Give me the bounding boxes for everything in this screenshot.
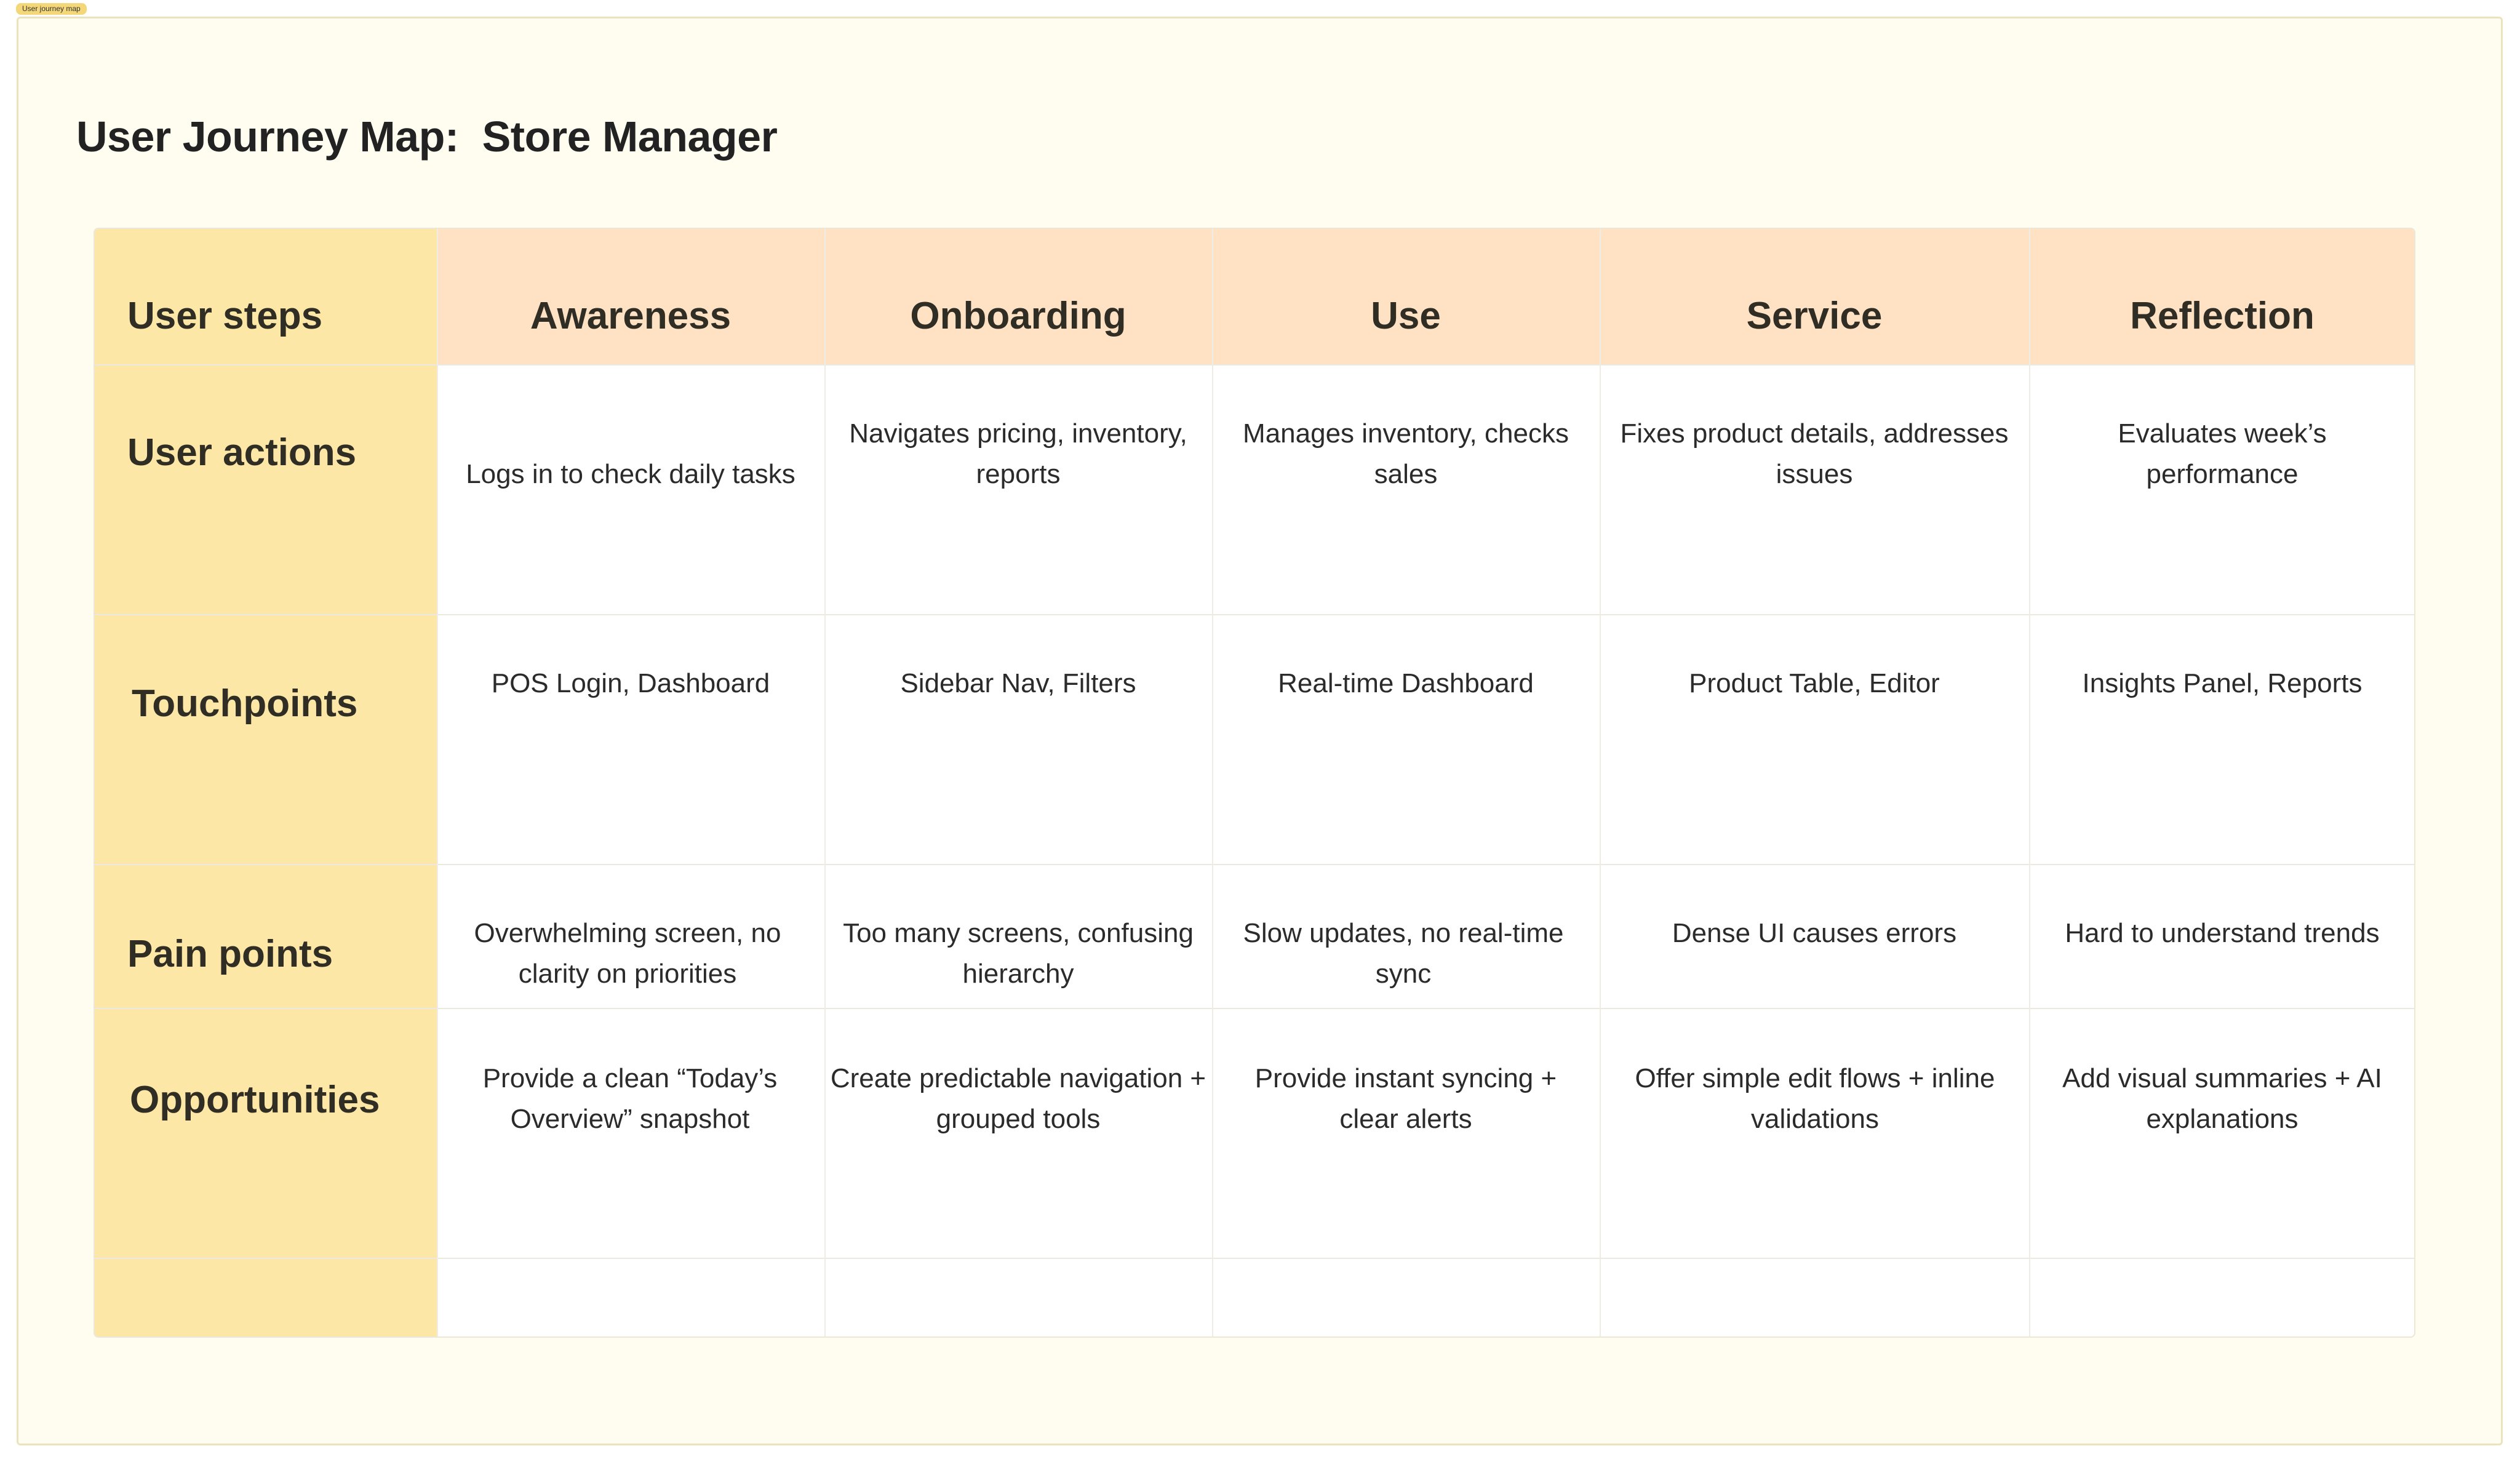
row-label-user-actions: User actions [127,431,357,474]
column-divider [824,229,826,1336]
cell-user-actions-onboarding: Navigates pricing, inventory, reports [849,418,1187,489]
cell-user-actions-use: Manages inventory, checks sales [1243,418,1569,489]
cell-opportunities-awareness: Provide a clean “Today’s Overview” snapshot [482,1063,778,1134]
column-header-use: Use [1371,295,1441,337]
column-divider [1212,229,1213,1336]
row-divider [95,864,2414,865]
cell-touchpoints-service: Product Table, Editor [1689,668,1940,698]
cell-opportunities-service: Offer simple edit flows + inline validations [1635,1063,1995,1134]
column-divider [2029,229,2030,1336]
cell-pain-points-onboarding: Too many screens, confusing hierarchy [843,918,1194,989]
cell-user-actions-reflection: Evaluates week’s performance [2118,418,2327,489]
column-divider [1600,229,1601,1336]
cell-touchpoints-onboarding: Sidebar Nav, Filters [900,668,1136,698]
row-divider [95,614,2414,615]
column-header-awareness: Awareness [530,295,732,337]
row-divider [95,1258,2414,1259]
column-header-onboarding: Onboarding [910,295,1126,337]
cell-pain-points-awareness: Overwhelming screen, no clarity on priorities [474,918,781,989]
column-header-reflection: Reflection [2130,295,2315,337]
column-divider [437,229,438,1336]
page-title: User Journey Map: Store Manager [76,113,778,161]
cell-pain-points-reflection: Hard to understand trends [2065,918,2380,948]
frame-label[interactable]: User journey map [16,3,87,15]
row-label-touchpoints: Touchpoints [132,682,358,725]
cell-touchpoints-awareness: POS Login, Dashboard [491,668,770,698]
cell-touchpoints-use: Real-time Dashboard [1278,668,1534,698]
row-label-opportunities: Opportunities [130,1079,380,1121]
row-divider [95,1008,2414,1009]
row-divider [95,364,2414,365]
cell-touchpoints-reflection: Insights Panel, Reports [2082,668,2362,698]
journey-table [94,228,2415,1338]
cell-opportunities-onboarding: Create predictable navigation + grouped tools [830,1063,1206,1134]
column-header-service: Service [1746,295,1883,337]
cell-opportunities-reflection: Add visual summaries + AI explanations [2062,1063,2382,1134]
cell-pain-points-service: Dense UI causes errors [1672,918,1957,948]
row-label-column [95,229,437,1336]
cell-user-actions-service: Fixes product details, addresses issues [1620,418,2009,489]
cell-user-actions-awareness: Logs in to check daily tasks [466,459,795,489]
cell-opportunities-use: Provide instant syncing + clear alerts [1254,1063,1557,1134]
corner-label-user-steps: User steps [127,295,323,337]
cell-pain-points-use: Slow updates, no real-time sync [1243,918,1564,989]
row-label-pain-points: Pain points [127,933,333,975]
